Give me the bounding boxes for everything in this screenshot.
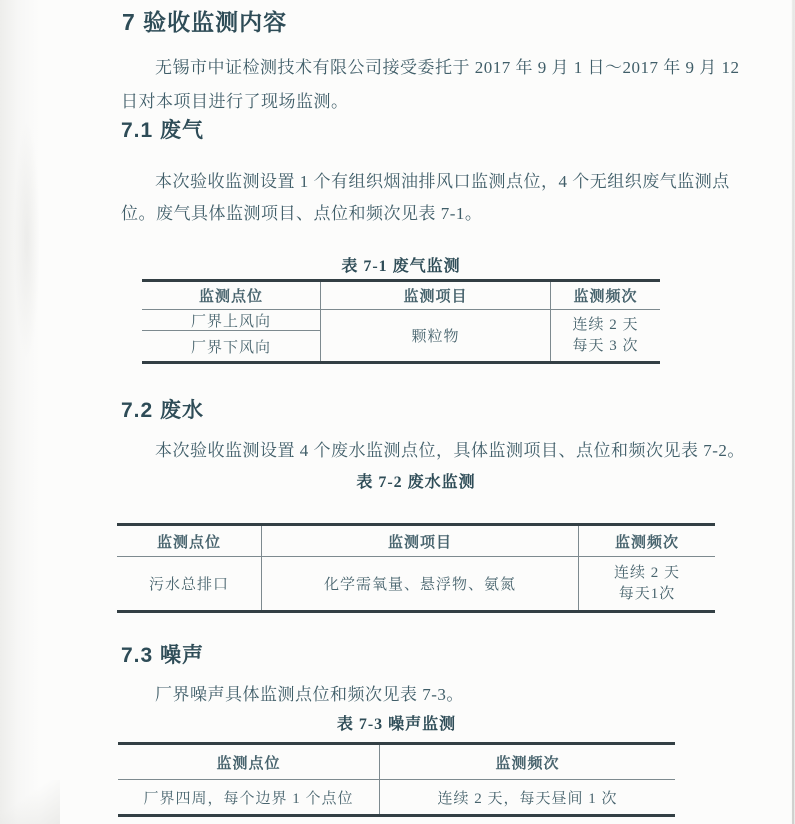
table-7-2 — [117, 523, 715, 613]
intro-paragraph-line2: 日对本项目进行了现场监测。 — [121, 92, 349, 111]
section-7-1-paragraph-line2: 位。废气具体监测项目、点位和频次见表 7-1。 — [121, 204, 483, 223]
table-cell-point-boundary: 厂界四周，每个边界 1 个点位 — [118, 780, 380, 814]
table-cell-frequency — [551, 310, 660, 361]
intro-paragraph-line1: 无锡市中证检测技术有限公司接受委托于 2017 年 9 月 1 日～2017 年 9 月 12 — [155, 58, 740, 77]
table-7-1-caption: 表 7-1 废气监测 — [341, 258, 461, 275]
table-header-cell: 监测点位 — [118, 745, 380, 780]
table-header-cell: 监测点位 — [117, 526, 262, 557]
frequency-line1: 连续 2 天 — [613, 564, 680, 581]
table-7-3 — [118, 742, 675, 817]
scan-smudge-artifact — [14, 120, 40, 360]
table-header-cell: 监测点位 — [142, 282, 321, 310]
scan-edge-artifact — [792, 0, 794, 824]
section-7-2-paragraph-line1: 本次验收监测设置 4 个废水监测点位，具体监测项目、点位和频次见表 7-2。 — [155, 441, 745, 460]
table-cell-point-upwind: 厂界上风向 — [142, 310, 321, 331]
table-header-cell: 监测频次 — [579, 526, 715, 557]
chapter-title: 7 验收监测内容 — [122, 9, 288, 35]
table-cell-frequency: 连续 2 天，每天昼间 1 次 — [437, 790, 618, 807]
table-cell-item: 化学需氧量、悬浮物、氨氮 — [262, 557, 579, 610]
table-header-cell: 监测项目 — [262, 526, 579, 557]
table-7-1 — [142, 279, 660, 364]
table-7-3-caption: 表 7-3 噪声监测 — [336, 716, 457, 733]
table-cell-item: 颗粒物 — [321, 310, 551, 361]
table-cell-point-outfall: 污水总排口 — [117, 557, 262, 610]
table-header-cell: 监测频次 — [380, 745, 675, 780]
section-7-1-paragraph-line1: 本次验收监测设置 1 个有组织烟油排风口监测点位，4 个无组织废气监测点 — [155, 172, 730, 191]
section-heading-7-3: 7.3 噪声 — [121, 644, 205, 667]
frequency-line2: 每天1次 — [618, 585, 676, 602]
table-header-cell: 监测频次 — [551, 282, 660, 310]
table-header-cell: 监测项目 — [321, 282, 551, 310]
frequency-line1: 连续 2 天 — [572, 316, 639, 333]
table-7-2-caption: 表 7-2 废水监测 — [356, 474, 476, 491]
frequency-line2: 每天 3 次 — [572, 337, 639, 354]
scan-smudge-artifact — [0, 780, 60, 824]
section-heading-7-1: 7.1 废气 — [121, 119, 205, 142]
table-cell-frequency — [579, 557, 715, 610]
section-7-3-paragraph-line1: 厂界噪声具体监测点位和频次见表 7-3。 — [155, 685, 464, 704]
table-cell-point-downwind: 厂界下风向 — [142, 331, 321, 361]
section-heading-7-2: 7.2 废水 — [121, 399, 205, 422]
